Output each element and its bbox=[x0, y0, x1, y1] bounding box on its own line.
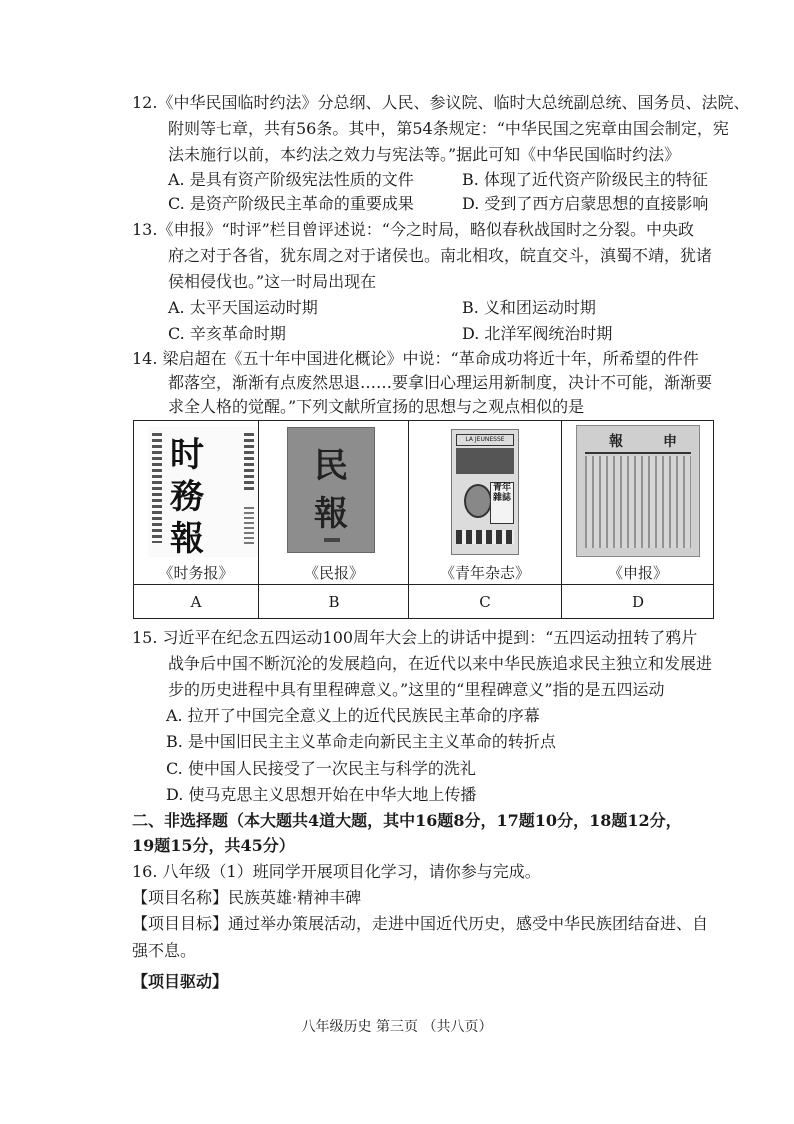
q13-option-b: B. 义和团运动时期 bbox=[462, 298, 596, 317]
shiwubao-char-2: 務 bbox=[170, 477, 204, 517]
section2-heading-line2: 19题15分，共45分） bbox=[132, 836, 295, 855]
shenbao-char-2: 申 bbox=[663, 434, 677, 450]
caption-d: 《申报》 bbox=[607, 564, 668, 582]
table-row-divider bbox=[134, 584, 713, 585]
column-d bbox=[562, 421, 715, 618]
shiwubao-cover-image bbox=[148, 427, 258, 557]
q12-option-a: A. 是具有资产阶级宪法性质的文件 bbox=[168, 170, 414, 189]
q13-stem-line2: 府之对于各省，犹东周之对于诸侯也。南北相攻，皖直交斗，滇蜀不靖，犹诸 bbox=[168, 246, 713, 265]
q14-stem-line1: 14. 梁启超在《五十年中国进化概论》中说：“革命成功将近十年，所希望的件件 bbox=[132, 349, 699, 368]
q12-option-c: C. 是资产阶级民主革命的重要成果 bbox=[168, 194, 414, 213]
q13-option-a: A. 太平天国运动时期 bbox=[168, 298, 318, 317]
shenbao-char-1: 報 bbox=[609, 434, 623, 450]
option-letter-c: C bbox=[479, 593, 491, 611]
q15-stem-line2: 战争后中国不断沉沦的发展趋向，在近代以来中华民族追求民主独立和发展进 bbox=[168, 654, 713, 673]
q16-stem: 16. 八年级（1）班同学开展项目化学习，请你参与完成。 bbox=[132, 862, 541, 881]
newspaper-image-table bbox=[133, 420, 714, 619]
caption-c: 《青年杂志》 bbox=[439, 564, 530, 582]
q16-project-name: 【项目名称】民族英雄·精神丰碑 bbox=[132, 888, 362, 907]
la-jeunesse-banner: LA JEUNESSE bbox=[456, 434, 514, 446]
q15-stem-line1: 15. 习近平在纪念五四运动100周年大会上的讲话中提到：“五四运动扭转了鸦片 bbox=[132, 628, 698, 647]
minbao-char-2: 報 bbox=[314, 494, 348, 534]
shenbao-page-image bbox=[576, 425, 700, 557]
option-letter-a: A bbox=[190, 593, 202, 611]
qingnian-zazhi-cover-image bbox=[451, 429, 519, 555]
caption-b: 《民报》 bbox=[303, 564, 364, 582]
column-a bbox=[134, 421, 259, 618]
q15-stem-line3: 步的历史进程中具有里程碑意义。”这里的“里程碑意义”指的是五四运动 bbox=[168, 680, 665, 699]
qingnian-zazhi-title-block: 青年雜誌 bbox=[490, 482, 514, 524]
q15-option-d: D. 使马克思主义思想开始在中华大地上传播 bbox=[166, 785, 477, 804]
minbao-char-1: 民 bbox=[314, 446, 348, 486]
q16-project-drive: 【项目驱动】 bbox=[132, 972, 229, 991]
q12-option-d: D. 受到了西方启蒙思想的直接影响 bbox=[462, 194, 709, 213]
section2-heading-line1: 二、非选择题（本大题共4道大题，其中16题8分，17题10分，18题12分， bbox=[132, 811, 682, 830]
caption-a: 《时务报》 bbox=[158, 564, 234, 582]
column-c bbox=[409, 421, 562, 618]
q13-stem-line1: 13.《申报》“时评”栏目曾评述说：“今之时局，略似春秋战国时之分裂。中央政 bbox=[132, 220, 694, 239]
column-b bbox=[259, 421, 409, 618]
q13-option-c: C. 辛亥革命时期 bbox=[168, 324, 286, 343]
q14-stem-line3: 求全人格的觉醒。”下列文献所宣扬的思想与之观点相似的是 bbox=[168, 397, 585, 416]
minbao-cover-image bbox=[287, 427, 375, 553]
q16-project-goal-line1: 【项目目标】通过举办策展活动，走进中国近代历史，感受中华民族团结奋进、自 bbox=[132, 914, 709, 933]
q12-stem-line3: 法未施行以前，本约法之效力与宪法等。”据此可知《中华民国临时约法》 bbox=[168, 145, 681, 164]
page-footer: 八年级历史 第三页 （共八页） bbox=[301, 1019, 493, 1035]
shiwubao-char-3: 報 bbox=[170, 519, 204, 559]
shiwubao-char-1: 时 bbox=[170, 435, 204, 475]
q12-stem-line2: 附则等七章，共有56条。其中，第54条规定：“中华民国之宪章由国会制定，宪 bbox=[168, 119, 729, 138]
q15-option-a: A. 拉开了中国完全意义上的近代民族民主革命的序幕 bbox=[166, 706, 540, 725]
q15-option-b: B. 是中国旧民主主义革命走向新民主主义革命的转折点 bbox=[166, 732, 556, 751]
option-letter-d: D bbox=[631, 593, 645, 611]
option-letter-b: B bbox=[328, 593, 340, 611]
q13-option-d: D. 北洋军阀统治时期 bbox=[462, 324, 613, 343]
q12-stem-line1: 12.《中华民国临时约法》分总纲、人民、参议院、临时大总统副总统、国务员、法院、 bbox=[132, 93, 750, 112]
q12-option-b: B. 体现了近代资产阶级民主的特征 bbox=[462, 170, 708, 189]
q15-option-c: C. 使中国人民接受了一次民主与科学的洗礼 bbox=[166, 759, 476, 778]
q13-stem-line3: 侯相侵伐也。”这一时局出现在 bbox=[168, 272, 377, 291]
q14-stem-line2: 都落空，渐渐有点废然思退……要拿旧心理运用新制度，决计不可能，渐渐要 bbox=[168, 373, 713, 392]
q16-project-goal-line2: 强不息。 bbox=[132, 941, 197, 960]
